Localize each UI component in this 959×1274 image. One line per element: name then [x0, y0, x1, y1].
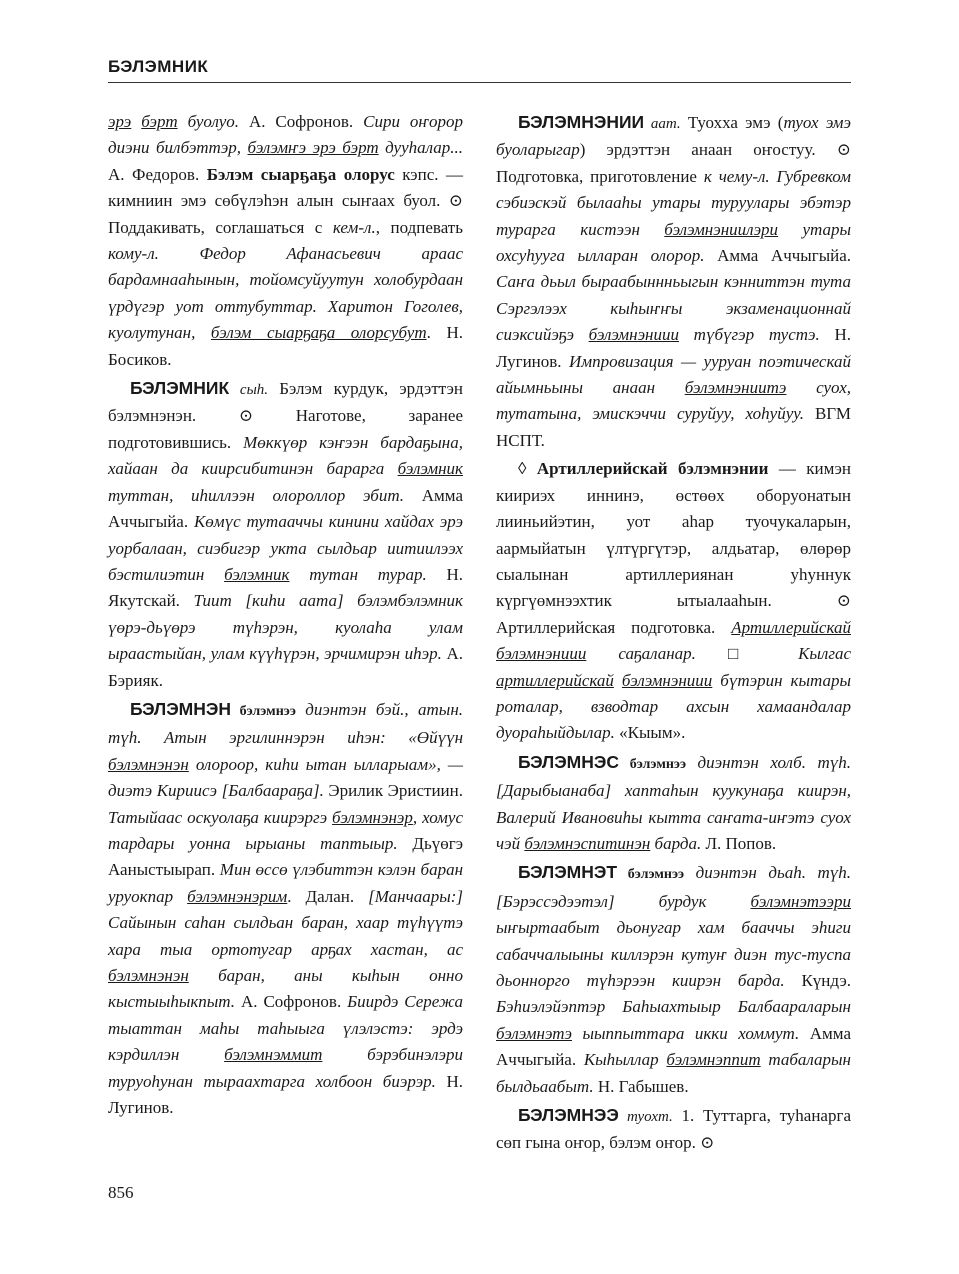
bold-phrase: Бэлэм сыарҕаҕа олорус [206, 164, 395, 184]
italic-text: Бэһиэлэйэптэр Баһыахтыыр Балбаараларын [496, 997, 851, 1017]
text-run: Бэлэм курдук, эрдэттэн бэлэмнэнэн. ⊙ Наготове, заранее подготовившись. [108, 379, 463, 452]
text-run: Амма Аччыгыйа. [717, 246, 852, 266]
subentry-artillery [496, 456, 851, 746]
italic-text: табаларын былдьаабыт. [496, 1050, 851, 1096]
italic-text: барда. [650, 833, 706, 853]
italic-text: Тиит [киһи аата] бэлэмбэлэмник [193, 591, 463, 611]
underlined-example-term: Артиллерийскай бэлэмнэниии [496, 617, 851, 664]
italic-text: дууһалар... [378, 138, 463, 158]
text-run: Амма Аччыгыйа. [108, 485, 463, 532]
italic-text: диэнтэн холб. түһ. [Дарыбыанаба] хаптаһын куукунаҕа киирэн, Валерий Ивановиһы кытта саҥата-иҥэтэ суох чэй [496, 752, 851, 853]
italic-text: Саҥа дьыл быраабыннньыгын кэнниттэн тута Сэргэлээх кыһыҥҥы экзаменационнай сиэксийэҕэ [496, 272, 851, 345]
italic-text: кем-л. [332, 217, 376, 237]
grammar-label: аат. [644, 116, 681, 132]
italic-text: Импровизация — ууруан поэтическай айымньыны анаан [496, 351, 851, 398]
underlined-example-term: бэрт [141, 112, 178, 131]
entry-belemnenii [496, 109, 851, 454]
italic-text: Татыйаас оскуолаҕа киирэргэ [108, 807, 333, 827]
text-run: . Далан. [287, 886, 369, 906]
underlined-example-term: бэлэмнэниии [621, 670, 713, 690]
italic-text: Кыһыллар [583, 1050, 667, 1070]
text-run: А. Софронов. [240, 992, 348, 1012]
text-run: А. Федоров. [108, 164, 207, 184]
text-run: — кимэн киириэх иннинэ, өстөөх оборуонатын лииньийэтин, уот аһар туочукаларын, аармыйатын үлтүргүтэр, алдьатар, өлөрөр сыалынан артиллериянан уһуннук күргүөмнээхтик ытыалааһын. ⊙ Артиллерийская подготовка. [496, 459, 852, 637]
text-run: Л. Попов. [705, 833, 777, 853]
running-head: БЭЛЭМНИК [108, 57, 209, 76]
text-run: А. Бэрияк. [108, 644, 463, 690]
text-run: Күндэ. [801, 971, 851, 990]
text-run: Туохха эмэ ( [680, 113, 784, 132]
headword: БЭЛЭМНЭН [130, 698, 231, 719]
left-column [108, 109, 463, 1123]
text-run: . Н. Босиков. [108, 323, 463, 369]
text-run: Эрилик Эристиин. [328, 781, 463, 801]
bold-phrase: Артиллерийскай бэлэмнэнии [536, 459, 769, 479]
text-run: Н. Якутскай. [108, 564, 463, 611]
text-run: ) эрдэттэн анаан оҥостуу. ⊙ Подготовка, приготовление [496, 140, 851, 186]
headword: БЭЛЭМНИК [130, 378, 230, 399]
entry-belemnen [108, 696, 463, 1122]
italic-text: , хомус тардары уонна ырыаны таптыыр. [108, 807, 463, 853]
italic-text: ыыппыттара икки хоммут. [572, 1023, 810, 1043]
text-run: ◊ [518, 459, 537, 479]
headword: БЭЛЭМНЭЭ [518, 1105, 619, 1126]
underlined-example-term: бэлэм сыарҕаҕа олорсубут [210, 323, 427, 343]
text-run: Н. Лугинов. [496, 325, 852, 371]
underlined-example-term: бэлэмнэнэн [108, 754, 189, 774]
underlined-example-term: бэлэмник [397, 459, 463, 479]
italic-text: түбүгэр тустэ. [679, 325, 835, 345]
underlined-example-term: бэлэмнэппит [666, 1050, 761, 1070]
italic-text: Сири оҥорор диэни билбэттэр, [108, 112, 463, 158]
grammar-label: туохт. [618, 1109, 673, 1126]
italic-text: [Манчаары:] Сайынын саһан сылдьан баран, хаар түһүүтэ хара тыа ортотугар арҕах хастан, ас [108, 886, 463, 959]
underlined-example-term: бэлэмҥэ эрэ бэрт [247, 138, 379, 158]
italic-text: Мин өссө үлэбиттэн кэлэн баран уруокпар [108, 860, 463, 906]
text-run [131, 112, 141, 131]
headword: БЭЛЭМНЭНИИ [518, 112, 645, 132]
italic-text: бүтэрин кытары роталар, взводтар ахсын хамаандалар дуораһыйдылар. [496, 670, 852, 743]
underlined-example-term: бэлэмнэнэр [332, 807, 413, 827]
underlined-example-term: бэлэмнэммит [224, 1045, 323, 1065]
entry-belemnet [496, 859, 851, 1100]
italic-text: □ Кылгас [727, 644, 851, 664]
underlined-example-term: бэлэмнэнэрим [187, 886, 288, 906]
italic-text: туттан, иһиллээн олороллор эбит. [108, 485, 422, 505]
italic-text: саҕаланар. [586, 644, 728, 664]
italic-text: суох, тутатына, эмискэччи суруйуу, хоһуйуу. [496, 378, 852, 424]
text-run: Дьүөгэ Ааныстыырап. [108, 833, 463, 880]
underlined-example-term: бэлэмнэспитинэн [524, 833, 651, 853]
italic-text: Биирдэ Сережа тыаттан маһы таһыыга үлэлэстэ: эрдэ кэрдиллэн [108, 992, 463, 1065]
headword: БЭЛЭМНЭТ [518, 862, 618, 883]
source-headword: бэлэмнээ [617, 867, 685, 883]
italic-text: кому-л. Федор Афанасьевич араас бардамнааһынын, тойомсуйуутун холобурдаан үрдүгэр уот оттубуттар. Харитон Гоголев, куолутунан, [108, 244, 463, 343]
italic-text: туох эмэ буоларыгар [496, 113, 852, 160]
entry-belemnes [496, 749, 851, 858]
headword: БЭЛЭМНЭС [518, 751, 619, 772]
entry-continuation [108, 109, 463, 373]
underlined-example-term: бэлэмнэниитэ [684, 378, 787, 398]
text-run: «Кыым». [619, 723, 686, 743]
underlined-example-term: бэлэмнэтэ [496, 1023, 572, 1043]
italic-text: диэнтэн бэй., атын. түһ. Атын эргилиннэрэн иһэн: «Өйүүн [108, 699, 464, 748]
grammar-label: сыһ. [229, 382, 268, 399]
italic-text: Көмүс тутааччы кинини хайдах эрэ уорбалаан, сиэбигэр укта сылдьар иитиилээх бэстилиэтин [108, 512, 463, 584]
entry-belemnik [108, 375, 463, 694]
text-run: кэпс. — кимниин эмэ сөбүлэһэн алын сыҥаах буол. ⊙ Поддакивать, соглашаться с [108, 164, 463, 237]
source-headword: бэлэмнээ [230, 703, 296, 719]
underlined-example-term: бэлэмнэниилэри [664, 219, 779, 239]
italic-text: тутан турар. [289, 564, 447, 584]
underlined-example-term: эрэ [108, 112, 132, 131]
italic-text: олороор, киһи ытан ылларыам», — диэтэ Кириисэ [Балбаараҕа]. [108, 754, 463, 801]
text-run: Н. Габышев. [597, 1076, 689, 1096]
italic-text: үөрэ-дьүөрэ түһэрэн, куолаһа улам ыраастыйан, улам күүһүрэн, эрчимирэн иһэр. [108, 617, 463, 664]
italic-text: ыҥыртаабыт дьонугар хам бааччы эһиги сабаччалыыны киллэрэн кутуҥ диэн тус-туспа дьоннорго түһэрээн киирэн барда. [496, 918, 851, 990]
text-run: Н. Лугинов. [108, 1071, 463, 1118]
text-run: А. Софронов. [248, 112, 364, 131]
underlined-example-term: бэлэмнэтээри [750, 891, 851, 911]
text-run: Амма Аччыгыйа. [496, 1023, 851, 1070]
italic-text: Мөккүөр кэҥээн бардаҕына, хайаан да киирсибитинэн барарга [108, 432, 463, 479]
underlined-example-term: бэлэмнэниии [588, 325, 679, 345]
text-run: , подпевать [375, 217, 463, 237]
right-column [496, 109, 851, 1159]
italic-text: баран, аны кыһын онно кыстыыһыкпыт. [108, 966, 463, 1012]
text-run [614, 671, 622, 690]
italic-text: бэрэбинэлэри туруоһунан тыраахтарга холбоон биэрэр. [108, 1045, 463, 1091]
underlined-example-term: бэлэмнэнэн [108, 966, 189, 985]
entry-belemnee [496, 1102, 851, 1157]
italic-text: к чему-л. Губревком сэбиэскэй былааһы утары туруулары эбэтэр турарга кистээн [496, 166, 851, 239]
text-run: 1. Туттарга, туһанарга сөп гына оҥор, бэлэм оҥор. ⊙ [496, 1106, 851, 1153]
underlined-example-term: бэлэмник [224, 564, 290, 584]
header-rule [108, 82, 851, 83]
italic-text: утары охсуһууга ылларан олорор. [496, 219, 851, 266]
italic-text: диэнтэн дьаһ. түһ. [Бэрэссэдээтэл] бурдук [496, 863, 851, 911]
text-run: ВГМ НСПТ. [496, 404, 851, 450]
source-headword: бэлэмнээ [618, 756, 687, 772]
italic-text: буолуо. [177, 112, 249, 131]
page-number: 856 [108, 1183, 134, 1202]
underlined-example-term: артиллерийскай [496, 670, 614, 690]
